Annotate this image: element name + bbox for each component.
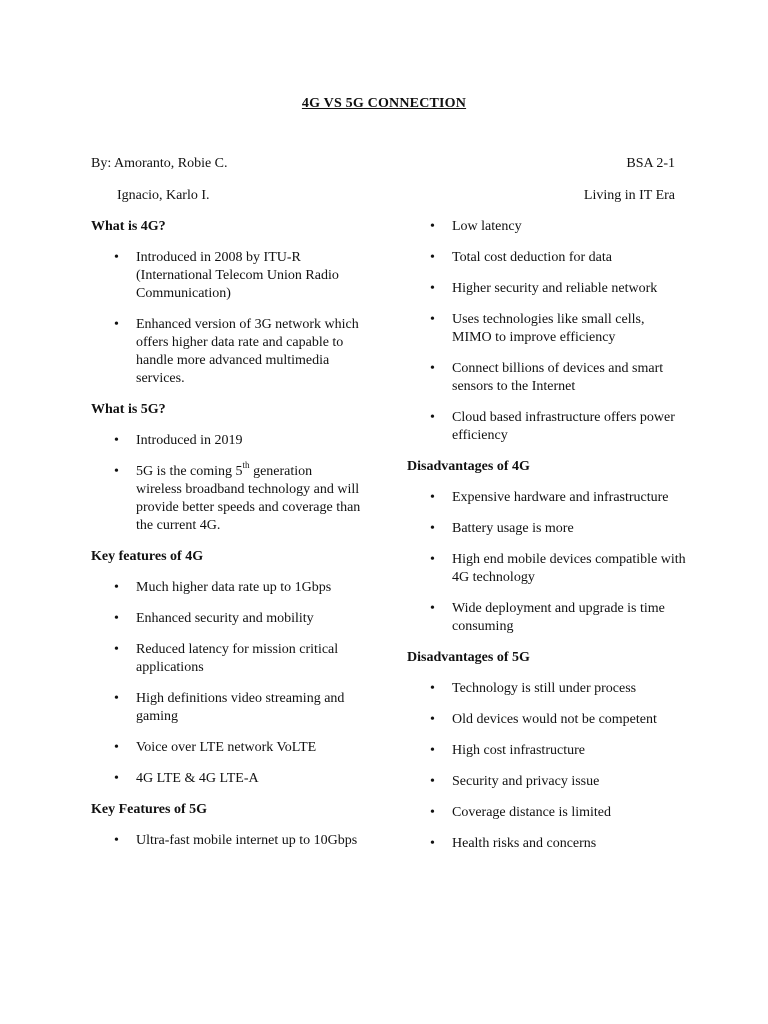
bullet-icon: • — [430, 743, 435, 758]
document-title: 4G VS 5G CONNECTION — [301, 96, 467, 111]
list-item: • Coverage distance is limited — [430, 805, 612, 820]
bullet-icon: • — [114, 464, 119, 479]
list-item: • 5G is the coming 5th generation wireless broadband technology and will provide better speeds and coverage than the current 4G. — [114, 460, 361, 533]
bullet-icon: • — [430, 521, 435, 536]
bullet-icon: • — [430, 836, 435, 851]
bullet-icon: • — [430, 681, 435, 696]
disadvantages-5g-list — [407, 680, 697, 853]
bullet-icon: • — [430, 281, 435, 296]
author-2: Ignacio, Karlo I. — [117, 188, 210, 203]
list-item: • Technology is still under process — [430, 681, 637, 696]
list-item: • Introduced in 2008 by ITU-R (International Telecom Union Radio Communication) — [114, 250, 339, 301]
list-item: • Enhanced version of 3G network which offers higher data rate and capable to handle more advanced multimedia services. — [114, 317, 359, 386]
bullet-icon: • — [114, 642, 119, 657]
list-item: • Battery usage is more — [430, 521, 574, 536]
bullet-icon: • — [430, 490, 435, 505]
bullet-icon: • — [430, 805, 435, 820]
bullet-icon: • — [114, 691, 119, 706]
list-item: • Cloud based infrastructure offers power efficiency — [430, 410, 675, 443]
heading-key-features-4g: Key features of 4G — [91, 549, 204, 564]
bullet-icon: • — [430, 361, 435, 376]
disadvantages-4g-list — [407, 489, 697, 636]
left-column — [91, 218, 391, 863]
bullet-icon: • — [114, 317, 119, 332]
list-item: • Security and privacy issue — [430, 774, 600, 789]
heading-key-features-5g: Key Features of 5G — [91, 802, 207, 817]
bullet-icon: • — [430, 601, 435, 616]
bullet-icon: • — [430, 552, 435, 567]
course-label: Living in IT Era — [583, 188, 675, 203]
list-item: • Much higher data rate up to 1Gbps — [114, 580, 332, 595]
list-item: • Health risks and concerns — [430, 836, 597, 851]
list-item: • Connect billions of devices and smart sensors to the Internet — [430, 361, 664, 394]
bullet-icon: • — [114, 771, 119, 786]
bullet-icon: • — [430, 774, 435, 789]
list-item: • Ultra-fast mobile internet up to 10Gbps — [114, 833, 358, 848]
bullet-icon: • — [430, 219, 435, 234]
list-item: • High cost infrastructure — [430, 743, 585, 758]
heading-disadvantages-5g: Disadvantages of 5G — [407, 650, 530, 665]
list-item: • Expensive hardware and infrastructure — [430, 490, 669, 505]
bullet-icon: • — [114, 433, 119, 448]
heading-what-is-4g: What is 4G? — [91, 219, 166, 234]
bullet-icon: • — [430, 312, 435, 327]
bullet-icon: • — [430, 250, 435, 265]
bullet-icon: • — [430, 712, 435, 727]
list-item: • Old devices would not be competent — [430, 712, 657, 727]
byline-authors — [91, 155, 228, 173]
heading-disadvantages-4g: Disadvantages of 4G — [407, 459, 530, 474]
bullet-icon: • — [114, 580, 119, 595]
list-item: • High definitions video streaming and gaming — [114, 691, 345, 724]
what-is-5g-list — [91, 432, 391, 535]
list-item: • Wide deployment and upgrade is time consuming — [430, 601, 665, 634]
list-item: • High end mobile devices compatible with 4G technology — [430, 552, 686, 585]
section-label: BSA 2-1 — [626, 156, 675, 171]
list-item: • Enhanced security and mobility — [114, 611, 314, 626]
list-item: • Reduced latency for mission critical applications — [114, 642, 339, 675]
list-item: • Total cost deduction for data — [430, 250, 612, 265]
key-features-5g-continued-list — [407, 218, 697, 445]
bullet-icon: • — [114, 250, 119, 265]
list-item: • Higher security and reliable network — [430, 281, 658, 296]
list-item: • Uses technologies like small cells, MIMO to improve efficiency — [430, 312, 645, 345]
list-item: • Low latency — [430, 219, 522, 234]
list-item: • Voice over LTE network VoLTE — [114, 740, 317, 755]
bullet-icon: • — [114, 611, 119, 626]
list-item: • 4G LTE & 4G LTE-A — [114, 771, 259, 786]
author-1: Amoranto, Robie C. — [113, 156, 228, 171]
right-column — [407, 218, 697, 866]
list-item: • Introduced in 2019 — [114, 433, 243, 448]
heading-what-is-5g: What is 5G? — [91, 402, 166, 417]
by-label: By: — [91, 156, 112, 171]
key-features-4g-list — [91, 579, 391, 788]
bullet-icon: • — [114, 833, 119, 848]
bullet-icon: • — [114, 740, 119, 755]
what-is-4g-list — [91, 249, 391, 388]
bullet-icon: • — [430, 410, 435, 425]
key-features-5g-list — [91, 832, 391, 850]
